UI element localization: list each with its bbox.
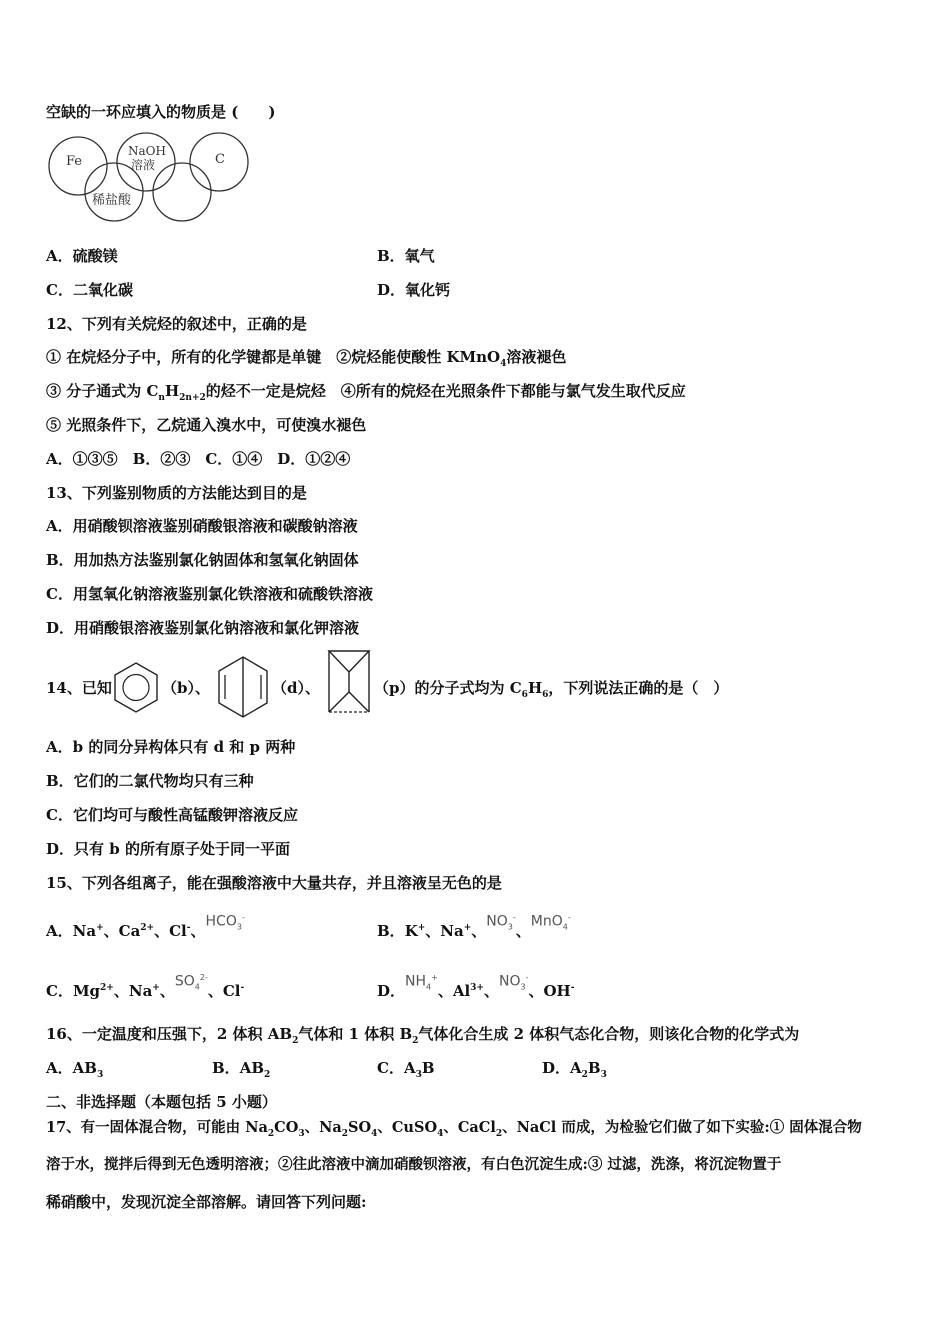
q15-stem: 15、下列各组离子，能在强酸溶液中大量共存，并且溶液呈无色的是 [46, 874, 502, 892]
ring-label-fe: Fe [66, 154, 83, 169]
benzene-structure [112, 660, 160, 716]
dewar-benzene-structure [216, 655, 270, 719]
q12-options: A．①③⑤ B．②③ C．①④ D．①②④ [46, 450, 351, 468]
q14-option-d: D．只有 b 的所有原子处于同一平面 [46, 840, 290, 858]
ring-label-hcl: 稀盐酸 [92, 193, 132, 208]
q14-p-label: （p）的分子式均为 $C_6H_6$，下列说法正确的是（ ） [374, 679, 729, 700]
q13-option-a: A．用硝酸钡溶液鉴别硝酸银溶液和碳酸钠溶液 [46, 517, 358, 535]
q12-line1: ① 在烷烃分子中，所有的化学键都是单键 ②烷烃能使酸性 KMnO$_4$溶液褪色 [46, 348, 567, 369]
q14-option-a: A．b 的同分异构体只有 d 和 p 两种 [46, 738, 296, 756]
olympic-rings-figure [44, 132, 254, 224]
q15-option-c: C．$Mg^{2+}$、Na+、$SO_4^{2-}$、Cl- [46, 973, 245, 1000]
q11-option-b: B．氧气 [377, 247, 435, 265]
q12-line3: ⑤ 光照条件下，乙烷通入溴水中，可使溴水褪色 [46, 416, 367, 434]
q13-option-c: C．用氢氧化钠溶液鉴别氯化铁溶液和硫酸铁溶液 [46, 585, 373, 603]
q16-stem: 16、一定温度和压强下，2 体积 $AB_2$气体和 1 体积 $B_2$气体化合生成 2 体积气态化合物，则该化合物的化学式为 [46, 1025, 800, 1046]
q14-option-b: B．它们的二氯代物均只有三种 [46, 772, 254, 790]
q14-b-label: （b）、 [162, 679, 210, 697]
q11-option-d: D．氧化钙 [377, 281, 451, 299]
ring-label-solution: 溶液 [131, 158, 156, 172]
q16-option-d: D．$A_2B_3$ [542, 1059, 607, 1080]
q16-option-a: A．$AB_3$ [46, 1059, 104, 1080]
q11-stem: 空缺的一环应填入的物质是 ( ) [46, 103, 276, 121]
q14-option-c: C．它们均可与酸性高锰酸钾溶液反应 [46, 806, 298, 824]
q14-prefix: 14、已知 [46, 679, 112, 697]
q13-stem: 13、下列鉴别物质的方法能达到目的是 [46, 484, 307, 502]
section-heading: 二、非选择题（本题包括 5 小题） [46, 1093, 277, 1111]
q14-d-label: （d）、 [272, 679, 320, 697]
q16-option-b: B．$AB_2$ [212, 1059, 271, 1080]
ring-label-naoh: NaOH [128, 144, 166, 158]
q16-option-c: C．$A_3B$ [377, 1059, 435, 1080]
q15-option-d: D．$NH_4^+$、$Al^{3+}$、$NO_3^-$、OH- [377, 973, 575, 1000]
q11-option-a: A．硫酸镁 [46, 247, 118, 265]
q13-option-b: B．用加热方法鉴别氯化钠固体和氢氧化钠固体 [46, 551, 359, 569]
q12-stem: 12、下列有关烷烃的叙述中，正确的是 [46, 315, 307, 333]
q15-option-b: B．K+、Na+、$NO_3^-$、MnO$_4$- [377, 913, 571, 940]
q11-option-c: C．二氧化碳 [46, 281, 133, 299]
q17-line2: 溶于水，搅拌后得到无色透明溶液；②往此溶液中滴加硝酸钡溶液，有白色沉淀生成:③ 过滤，洗涤，将沉淀物置于 [46, 1156, 782, 1173]
q12-line2: ③ 分子通式为 $C_nH_{2n+2}$的烃不一定是烷烃 ④所有的烷烃在光照条件下都能与氯气发生取代反应 [46, 382, 686, 403]
q13-option-d: D．用硝酸银溶液鉴别氯化钠溶液和氯化钾溶液 [46, 619, 360, 637]
q17-line3: 稀硝酸中，发现沉淀全部溶解。请回答下列问题: [46, 1193, 367, 1211]
q17-line1: 17、有一固体混合物，可能由 $Na_2CO_3$、$Na_2SO_4$、CuSO$_4$、CaCl$_2$、NaCl 而成，为检验它们做了如下实验:① 固体混合物 [46, 1119, 862, 1139]
q15-option-a: A．Na+、$Ca^{2+}$、Cl-、$HCO_3^-$ [46, 913, 245, 940]
prismane-structure [326, 648, 372, 716]
ring-label-c: C [215, 152, 225, 167]
